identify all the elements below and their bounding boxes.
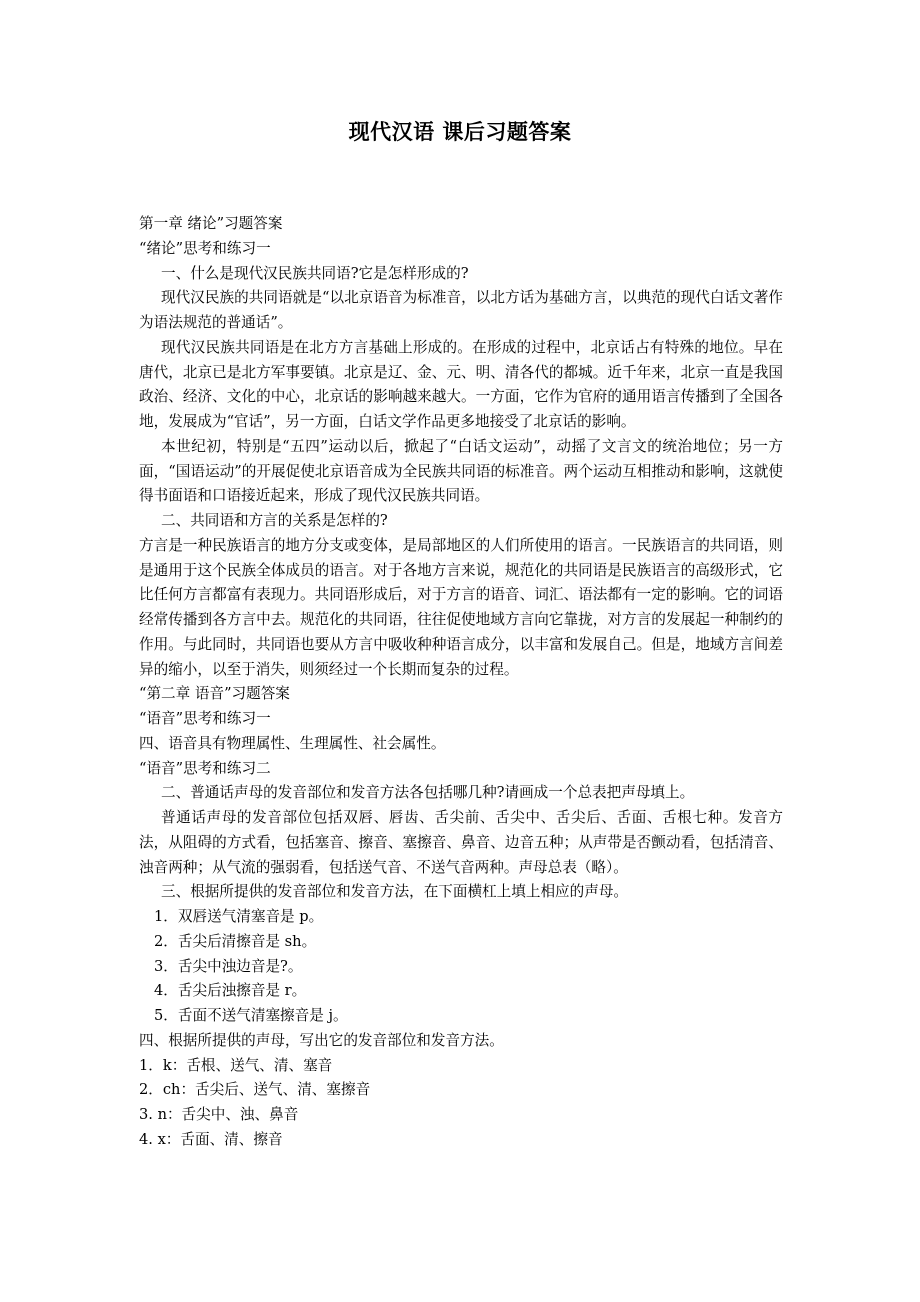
list-item: 5．舌面不送气清塞擦音是 j。 (154, 1007, 348, 1024)
list-item: 4．舌尖后浊擦音是 r。 (154, 982, 307, 1000)
list-item: 3. n：舌尖中、浊、鼻音 (139, 1106, 299, 1123)
answer-line: 四、语音具有物理属性、生理属性、社会属性。 (139, 734, 446, 752)
answer-paragraph: 普通话声母的发音部位包括双唇、唇齿、舌尖前、舌尖中、舌尖后、舌面、舌根七种。发音方法，从阻碍的方式看，包括塞音、擦音、塞擦音、鼻音、边音五种；从声带是否颤动看，包括清音、浊音两种；从气流的强弱看，包括送气音、不送气音两种。声母总表（略）。 (139, 809, 783, 876)
list-item: 3．舌尖中浊边音是?。 (154, 957, 303, 975)
answer-paragraph: 方言是一种民族语言的地方分支或变体，是局部地区的人们所使用的语言。一民族语言的共同语，则是通用于这个民族全体成员的语言。对于各地方言来说，规范化的共同语是民族语言的高级形式，它比任何方言都富有表现力。共同语形成后，对于方言的语音、词汇、语法都有一定的影响。它的词语经常传播到各方言中去。规范化的共同语，往往促使地域方言向它靠拢，对方言的发展起一种制约的作用。与此同时，共同语也要从方言中吸收种种语言成分，以丰富和发展自己。但是，地域方言间差异的缩小，以至于消失，则须经过一个长期而复杂的过程。 (139, 536, 783, 678)
answer-paragraph: 本世纪初，特别是“五四”运动以后，掀起了“白话文运动”，动摇了文言文的统治地位；另一方面，“国语运动”的开展促使北京语音成为全民族共同语的标准音。两个运动互相推动和影响，这就使得书面语和口语接近起来，形成了现代汉民族共同语。 (139, 437, 783, 505)
question: 四、根据所提供的声母，写出它的发音部位和发音方法。 (139, 1031, 504, 1049)
page-title: 现代汉语 课后习题答案 (348, 120, 572, 144)
section-heading: “绪论”思考和练习一 (139, 239, 271, 257)
question: 三、根据所提供的发音部位和发音方法，在下面横杠上填上相应的声母。 (161, 883, 629, 901)
list-item: 1．k：舌根、送气、清、塞音 (139, 1056, 333, 1074)
question: 二、普通话声母的发音部位和发音方法各包括哪几种?请画成一个总表把声母填上。 (161, 784, 695, 802)
list-item: 4. x：舌面、清、擦音 (139, 1130, 283, 1148)
chapter-heading: 第一章 绪论”习题答案 (139, 215, 283, 232)
list-item: 1．双唇送气清塞音是 p。 (154, 908, 324, 925)
chapter-heading: “第二章 语音”习题答案 (139, 685, 290, 703)
question: 二、共同语和方言的关系是怎样的? (161, 512, 388, 529)
answer-paragraph: 现代汉民族的共同语就是“以北京语音为标准音，以北方话为基础方言，以典范的现代白话文著作为语法规范的普通话”。 (139, 289, 783, 331)
section-heading: “语音”思考和练习二 (139, 759, 271, 777)
answer-paragraph: 现代汉民族共同语是在北方方言基础上形成的。在形成的过程中，北京话占有特殊的地位。早在唐代，北京已是北方军事要镇。北京是辽、金、元、明、清各代的都城。近千年来，北京一直是我国政治、经济、文化的中心，北京话的影响越来越大。一方面，它作为官府的通用语言传播到了全国各地，发展成为“官话”，另一方面，白话文学作品更多地接受了北京话的影响。 (139, 338, 783, 430)
section-heading: “语音”思考和练习一 (139, 710, 271, 727)
document-body (139, 212, 783, 1153)
question: 一、什么是现代汉民族共同语?它是怎样形成的? (161, 264, 469, 282)
list-item: 2．ch：舌尖后、送气、清、塞擦音 (139, 1081, 371, 1099)
list-item: 2．舌尖后清擦音是 sh。 (154, 932, 317, 950)
